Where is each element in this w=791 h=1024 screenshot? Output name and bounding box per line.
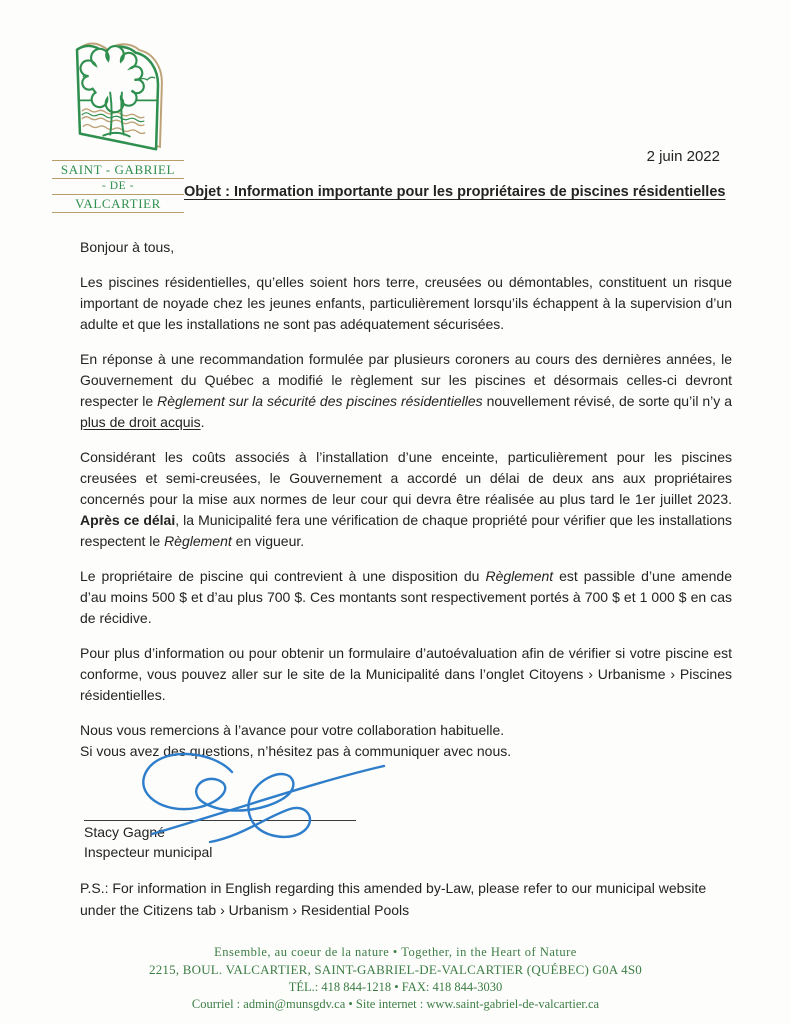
logo-rule — [52, 194, 184, 195]
paragraph-2-text: En réponse à une recommandation formulée par plusieurs coroners au cours des dernières années, le Gouvernement du Québec a modifié le règlement sur les piscines et désormais celles-ci devront respecter le — [80, 351, 732, 409]
footer-motto: Ensemble, au coeur de la nature • Together, in the Heart of Nature — [214, 945, 577, 959]
paragraph-1 — [80, 272, 732, 335]
logo-rule — [52, 178, 184, 179]
paragraph-2 — [80, 349, 732, 433]
regulation-word-italic: Règlement — [164, 533, 232, 549]
closing-line-1: Nous vous remercions à l’avance pour votre collaboration habituelle. — [80, 722, 505, 738]
footer-phone-fax: TÉL.: 418 844-1218 • FAX: 418 844-3030 — [288, 980, 503, 994]
logo-text — [50, 160, 186, 213]
signature-block — [80, 748, 410, 866]
tree-logo-icon — [58, 36, 178, 158]
bold-phrase: Après ce délai — [80, 512, 176, 528]
logo-text-line1: SAINT - GABRIEL — [60, 162, 176, 177]
paragraph-2-text: nouvellement révisé, de sorte qu’il n’y a — [482, 393, 732, 409]
footer-email-website: Courriel : admin@munsgdv.ca • Site internet : www.saint-gabriel-de-valcartier.ca — [191, 997, 600, 1011]
paragraph-4 — [80, 566, 732, 629]
paragraph-4-text: est passible d’une amende d’au moins 500 $ et d’au plus 700 $. Ces montants sont respectivement portés à 700 $ et 1 000 $ en cas de récidive. — [80, 568, 732, 626]
paragraph-3-text: Considérant les coûts associés à l’installation d’une enceinte, particulièrement pour les piscines creusées et semi-creusées, le Gouvernement a accordé un délai de deux ans aux propriétaires concernés pour la mise aux normes de leur cour qui devra être réalisée au plus tard le 1er juillet 2023. — [80, 449, 732, 507]
logo-text-line3: VALCARTIER — [75, 196, 161, 211]
logo-text-line2: - DE - — [101, 180, 135, 192]
regulation-title-italic: Règlement sur la sécurité des piscines résidentielles — [157, 393, 483, 409]
municipality-logo — [50, 36, 186, 214]
paragraph-5 — [80, 643, 732, 706]
postscript: P.S.: For information in English regarding this amended by-Law, please refer to our municipal website under the Citizens tab › Urbanism › Residential Pools — [80, 880, 707, 918]
paragraph-5-text: Pour plus d’information ou pour obtenir un formulaire d’autoévaluation afin de vérifier si votre piscine est conforme, vous pouvez aller sur le site de la Municipalité dans l’onglet Citoyens › Urbanisme › Piscines résidentielles. — [80, 645, 732, 703]
greeting: Bonjour à tous, — [80, 239, 175, 255]
logo-rule — [52, 160, 184, 161]
signer-title: Inspecteur municipal — [84, 844, 213, 860]
logo-rule — [52, 212, 184, 213]
underlined-phrase: plus de droit acquis — [80, 414, 201, 430]
paragraph-3 — [80, 447, 732, 552]
paragraph-3-text: , la Municipalité fera une vérification de chaque propriété pour vérifier que les installations respectent le — [80, 512, 732, 549]
paragraph-4-text: Le propriétaire de piscine qui contrevient à une disposition du — [80, 568, 486, 584]
paragraph-3-text: en vigueur. — [231, 533, 305, 549]
paragraph-2-text: . — [200, 414, 205, 430]
subject-line: Objet : Information importante pour les propriétaires de piscines résidentielles — [184, 184, 726, 200]
letterhead-footer — [0, 944, 791, 1013]
closing-line-2: Si vous avez des questions, n’hésitez pas à communiquer avec nous. — [80, 743, 512, 759]
handwritten-signature — [94, 748, 394, 853]
letter-body — [80, 237, 732, 776]
letter-date: 2 juin 2022 — [646, 148, 720, 165]
regulation-word-italic: Règlement — [485, 568, 554, 584]
paragraph-1-text: Les piscines résidentielles, qu’elles soient hors terre, creusées ou démontables, constituent un risque important de noyade chez les jeunes enfants, particulièrement lorsqu’ils échappent à la supervision d’un adulte et que les installations ne sont pas adéquatement sécurisées. — [80, 274, 732, 332]
footer-address: 2215, BOUL. VALCARTIER, SAINT-GABRIEL-DE-VALCARTIER (QUÉBEC) G0A 4S0 — [149, 962, 642, 977]
signer-name: Stacy Gagné — [84, 824, 165, 840]
